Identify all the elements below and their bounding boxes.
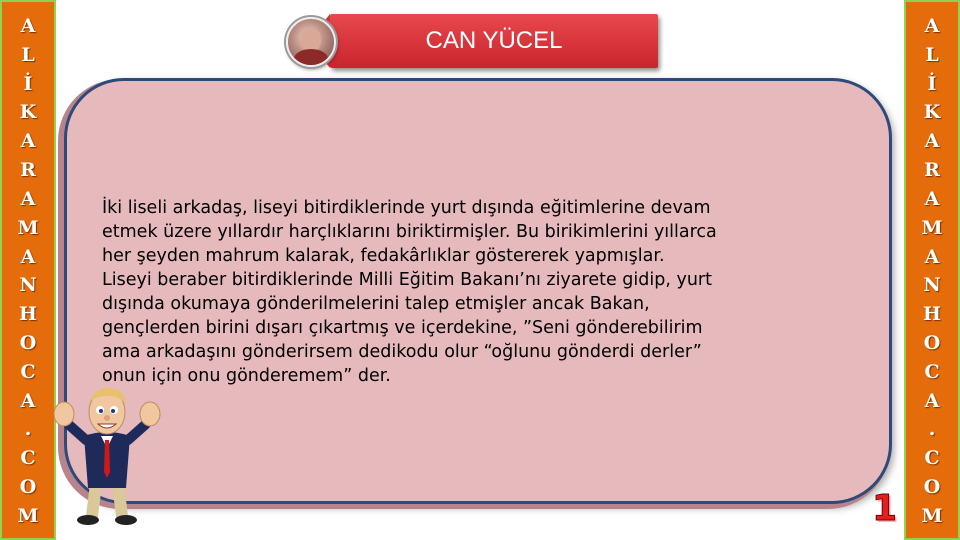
- side-letter: H: [923, 303, 941, 326]
- portrait-photo-icon: [286, 17, 336, 67]
- side-letter: M: [17, 216, 39, 239]
- story-line: gençlerden birini dışarı çıkartmış ve içerdekine, ”Seni gönderebilirim: [102, 318, 703, 338]
- story-line: her şeyden mahrum kalarak, fedakârlıklar göstererek yapmışlar.: [102, 246, 665, 266]
- title-banner: [330, 14, 658, 68]
- side-letter: A: [20, 245, 36, 268]
- side-letter: N: [923, 274, 941, 297]
- side-letter: A: [20, 389, 36, 412]
- side-letter: R: [20, 159, 36, 182]
- side-letter: L: [925, 43, 939, 66]
- side-letter: A: [924, 245, 940, 268]
- side-letter: R: [924, 159, 940, 182]
- side-letter: A: [20, 187, 36, 210]
- side-letter: M: [921, 216, 943, 239]
- side-letter: H: [19, 303, 37, 326]
- side-letter: M: [17, 504, 39, 527]
- side-letter: A: [924, 15, 940, 37]
- side-letter: C: [924, 360, 940, 383]
- story-line: Liseyi beraber bitirdiklerinde Milli Eğitim Bakanı’nı ziyarete gidip, yurt: [102, 270, 712, 290]
- story-line: İki liseli arkadaş, liseyi bitirdiklerinde yurt dışında eğitimlerine devam: [102, 198, 711, 218]
- side-letter: K: [19, 101, 37, 124]
- story-line: onun için onu gönderemem” der.: [102, 366, 391, 386]
- side-letter: A: [924, 130, 940, 153]
- right-side-banner: [904, 0, 960, 540]
- page-title: CAN YÜCEL: [425, 27, 563, 54]
- side-letter: K: [923, 101, 941, 124]
- side-letter: .: [928, 418, 936, 441]
- side-letter: İ: [927, 72, 937, 95]
- side-letter: M: [921, 504, 943, 527]
- waving-cartoon-man-icon: [46, 384, 170, 526]
- side-letter: İ: [23, 72, 33, 95]
- side-letter: O: [923, 331, 941, 354]
- side-letter: A: [20, 130, 36, 153]
- side-letter: C: [20, 360, 36, 383]
- side-letter: A: [20, 15, 36, 37]
- side-letter: C: [20, 447, 36, 470]
- story-text: [102, 196, 862, 388]
- side-letter: A: [924, 389, 940, 412]
- side-letter: C: [924, 447, 940, 470]
- slide-number: 1: [872, 488, 898, 529]
- story-line: dışında okumaya gönderilmelerini talep etmişler ancak Bakan,: [102, 294, 650, 314]
- side-letter: O: [923, 476, 941, 498]
- side-letter: N: [19, 274, 37, 297]
- avatar-body: [294, 49, 328, 67]
- story-line: ama arkadaşını gönderirsem dedikodu olur “oğlunu gönderdi derler”: [102, 342, 702, 362]
- side-letter: A: [924, 187, 940, 210]
- side-letter: O: [19, 331, 37, 354]
- side-letter: O: [19, 476, 37, 498]
- side-letter: .: [24, 418, 32, 441]
- story-line: etmek üzere yıllardır harçlıklarını biriktirmişler. Bu birikimlerini yıllarca: [102, 222, 717, 242]
- side-letter: L: [21, 43, 35, 66]
